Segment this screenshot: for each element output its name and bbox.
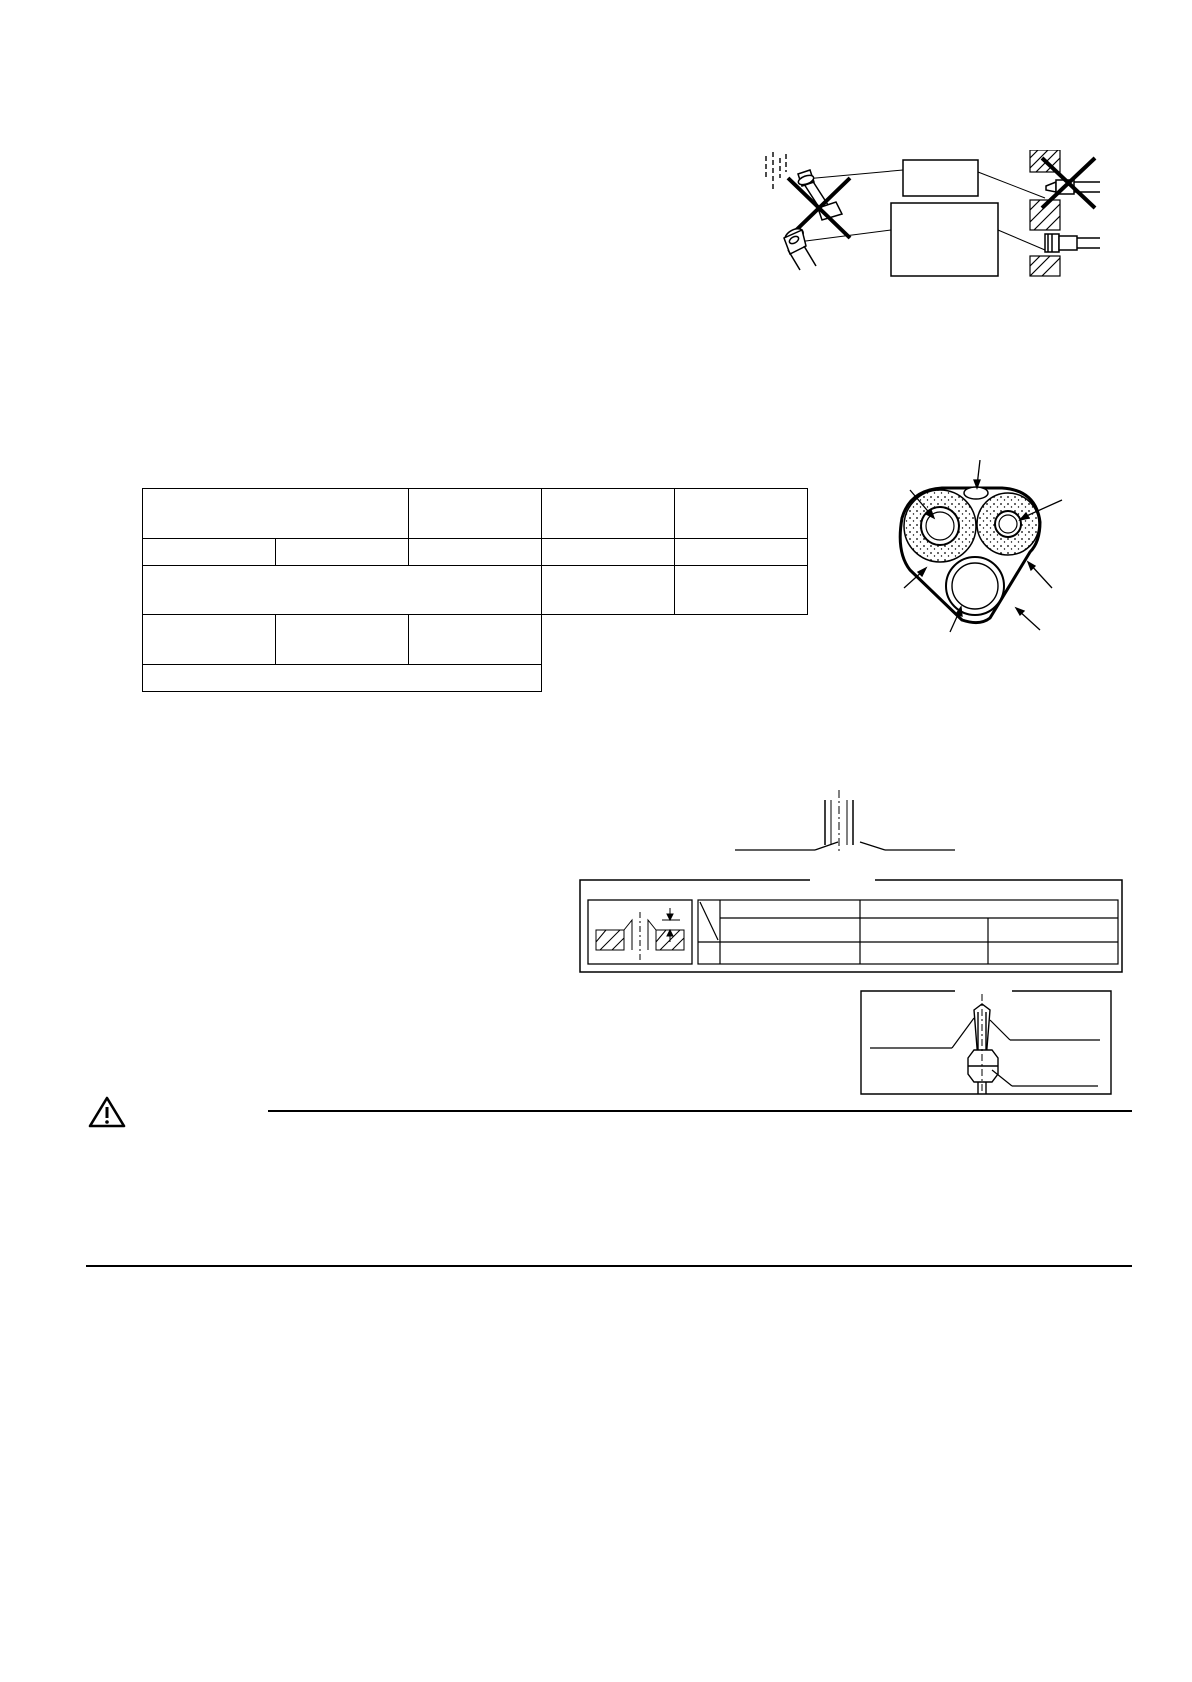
label-box-lower: [891, 203, 998, 276]
table-cell: [143, 566, 542, 615]
table-cell: [675, 539, 808, 566]
table-cell: [143, 539, 276, 566]
flared-pipe-icon: [735, 790, 955, 852]
table-cell: [542, 539, 675, 566]
table-cell: [409, 489, 542, 539]
table-cell: [143, 665, 542, 692]
flare-nut-icon: [968, 994, 998, 1094]
table-cell: [409, 539, 542, 566]
table-cell: [143, 489, 409, 539]
capped-pipe-end-icon: [782, 226, 816, 270]
pipe-protection-figure: [760, 150, 1120, 285]
flare-dimension-figure: [570, 790, 1130, 975]
table-cell: [276, 615, 409, 665]
label-box-upper: [903, 160, 978, 196]
wire-icon: [964, 487, 988, 499]
table-cell: [675, 489, 808, 539]
table-cell: [675, 566, 808, 615]
wall-pipe-capped-icon: [1045, 234, 1100, 252]
caution-rule: [268, 1110, 1132, 1112]
rain-icon: [766, 152, 786, 190]
insulation-cross-section-figure: [880, 460, 1080, 635]
table-cell: [143, 615, 276, 665]
flare-dimension-grid: [698, 900, 1118, 964]
section-end-rule: [86, 1265, 1132, 1267]
table-cell: [276, 539, 409, 566]
cross-mark-icon: [1042, 158, 1095, 208]
table-cell: [542, 566, 675, 615]
table-cell: [409, 615, 542, 665]
warning-triangle-icon: [88, 1096, 126, 1128]
flare-nut-figure: [860, 990, 1112, 1095]
table-cell: [542, 489, 675, 539]
spec-table: [142, 488, 808, 692]
